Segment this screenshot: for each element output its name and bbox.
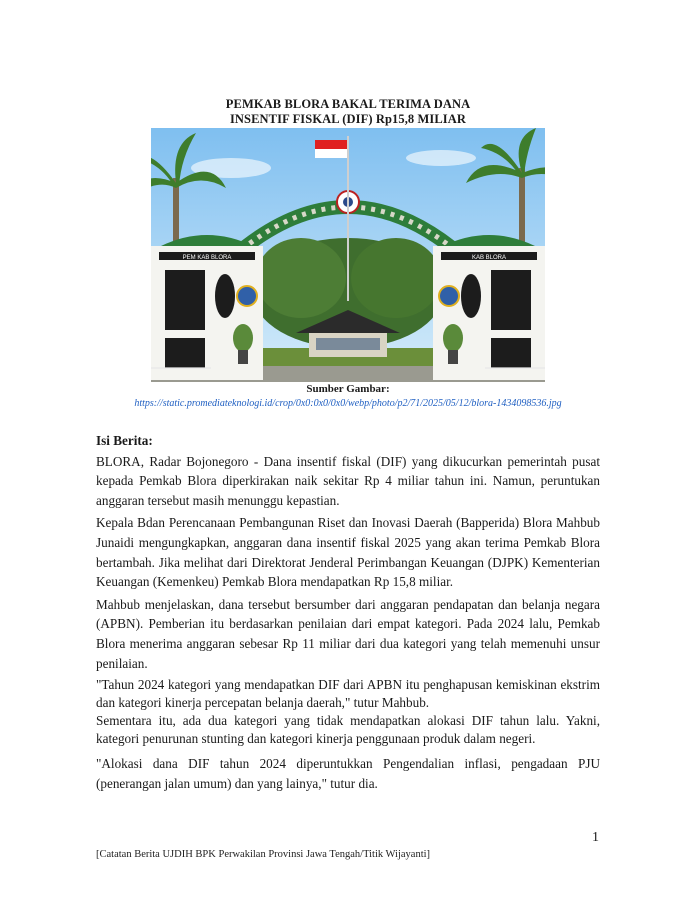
- paragraph: BLORA, Radar Bojonegoro - Dana insentif fiskal (DIF) yang dikucurkan pemerintah pusat kepada Pemkab Blora diperkirakan naik sekitar Rp 4 miliar tahun ini. Namun, peruntukan anggaran tersebut masih menunggu kepastian.: [96, 453, 600, 508]
- news-photo: [151, 128, 545, 382]
- section-heading: Isi Berita:: [96, 433, 153, 448]
- title-line-1: PEMKAB BLORA BAKAL TERIMA DANA: [225, 97, 471, 111]
- blora-gate-illustration: [151, 128, 545, 382]
- page-number: 1: [592, 830, 599, 845]
- image-caption-label: Sumber Gambar:: [306, 383, 390, 395]
- left-gate-sign: PEM KAB BLORA: [182, 255, 232, 261]
- paragraph: Kepala Bdan Perencanaan Pembangunan Riset dan Inovasi Daerah (Bapperida) Blora Mahbub Junaidi mengungkapkan, anggaran dana insentif fiskal 2025 yang akan terima Pemkab Blora bertambah. Jika melihat dari Direktorat Jenderal Perimbangan Keuangan (DJPK) Kementerian Keuangan (Kemenkeu) Pemkab Blora mendapatkan Rp 15,8 miliar.: [96, 515, 600, 590]
- title-line-2: INSENTIF FISKAL (DIF) Rp15,8 MILIAR: [229, 112, 467, 126]
- document-title: [0, 97, 696, 127]
- image-source-link[interactable]: https://static.promediateknologi.id/crop/0x0:0x0/0x0/webp/photo/p2/71/2025/05/12/blora-1434098536.jpg: [134, 398, 562, 409]
- paragraph: "Alokasi dana DIF tahun 2024 diperuntukkan Pengendalian inflasi, pengadaan PJU (penerangan jalan umum) dan yang lainya," tutur dia.: [96, 756, 600, 791]
- paragraph: Mahbub menjelaskan, dana tersebut bersumber dari anggaran pendapatan dan belanja negara (APBN). Pemberian itu berdasarkan penilaian dari empat kategori. Pada 2024 lalu, Pemkab Blora menerima anggaran sebesar Rp 11 miliar dari dua kategori yang telah memenuhi unsur penilaian.: [96, 596, 600, 671]
- article-body: [96, 431, 600, 796]
- paragraph: "Tahun 2024 kategori yang mendapatkan DIF dari APBN itu penghapusan kemiskinan ekstrim dan kategori kinerja percepatan belanja daerah," tutur Mahbub.: [96, 677, 600, 711]
- page-footer: [Catatan Berita UJDIH BPK Perwakilan Provinsi Jawa Tengah/Titik Wijayanti]: [96, 849, 431, 860]
- right-gate-sign: KAB BLORA: [471, 255, 507, 261]
- paragraph: Sementara itu, ada dua kategori yang tidak mendapatkan alokasi DIF tahun lalu. Yakni, kategori penurunan stunting dan kategori kinerja penggunaan produk dalam negeri.: [96, 713, 600, 747]
